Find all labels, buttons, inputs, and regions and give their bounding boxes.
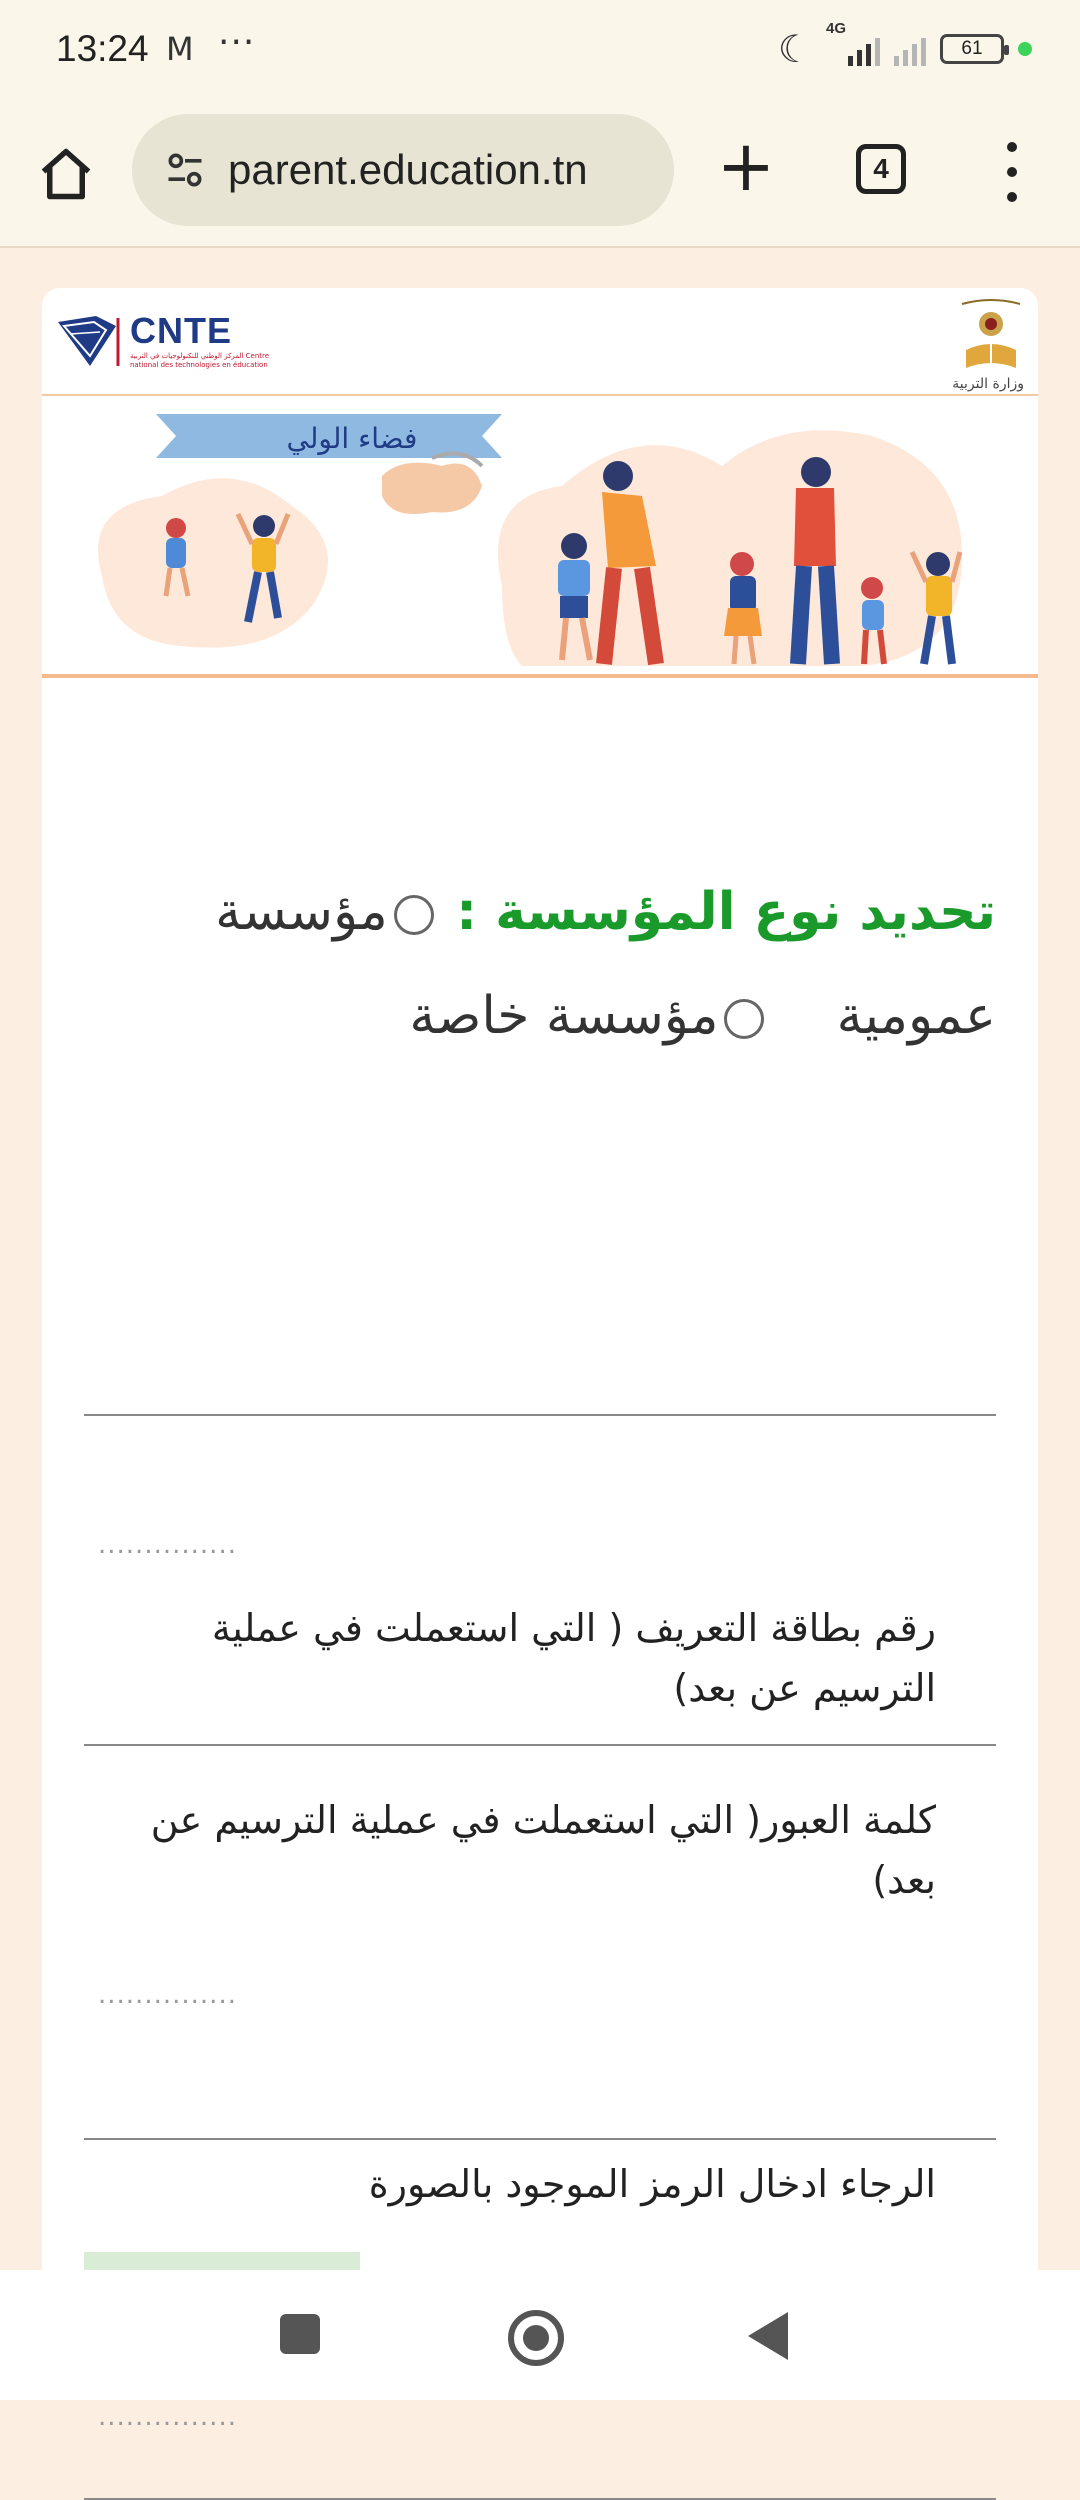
overflow-menu-button[interactable] (992, 142, 1032, 202)
signal-4g-icon (826, 20, 880, 66)
more-notifications-icon: ··· (218, 22, 256, 63)
ministry-name: وزارة التربية (952, 376, 1024, 392)
divider (84, 1744, 996, 1746)
menu-dot-icon (1007, 142, 1017, 152)
divider (84, 2138, 996, 2140)
page-card (42, 288, 1038, 2432)
cnte-title: CNTE (130, 310, 232, 351)
new-tab-button[interactable]: + (716, 125, 776, 207)
browser-toolbar (0, 100, 1080, 248)
signal-sim2-icon (894, 32, 926, 66)
id-number-input[interactable]: ............... (98, 1530, 237, 1560)
back-button[interactable] (748, 2312, 788, 2360)
menu-dot-icon (1007, 192, 1017, 202)
page-header (42, 288, 1038, 396)
site-settings-icon[interactable] (160, 145, 210, 195)
battery-level: 61 (961, 38, 983, 59)
login-form (84, 860, 996, 2432)
recents-button[interactable] (280, 2314, 320, 2354)
cnte-subtitle: المركز الوطني للتكنولوجيات في التربية Centre national des technologies en éducation (130, 352, 270, 369)
status-bar (0, 0, 1080, 100)
address-bar[interactable] (132, 114, 674, 226)
network-type-label: 4G (826, 20, 847, 37)
id-number-label: رقم بطاقة التعريف ( التي استعملت في عملية الترسيم عن بعد) (211, 1606, 936, 1710)
captcha-label: الرجاء ادخال الرمز الموجود بالصورة (368, 2162, 936, 2206)
status-icons (777, 20, 1032, 72)
divider (84, 1414, 996, 1416)
home-nav-button[interactable] (508, 2310, 564, 2366)
radio-private[interactable] (724, 999, 764, 1039)
cnte-logo[interactable] (56, 310, 290, 370)
url-text[interactable]: parent.education.tn (228, 146, 588, 193)
family-illustration (42, 396, 1038, 676)
tab-switcher-button[interactable]: 4 (856, 144, 906, 194)
menu-dot-icon (1007, 167, 1017, 177)
battery-icon (940, 34, 1004, 64)
password-label: كلمة العبور( التي استعملت في عملية الترسيم عن بعد) (150, 1798, 936, 1902)
institution-type-row (84, 860, 996, 1068)
status-time: 13:24 (56, 28, 149, 69)
option-private-label[interactable]: مؤسسة خاصة (409, 986, 719, 1046)
institution-type-label: تحديد نوع المؤسسة : (456, 882, 996, 942)
do-not-disturb-icon: ☾ (777, 27, 812, 71)
password-input[interactable]: ............... (98, 1980, 237, 2010)
home-icon (36, 144, 96, 204)
home-button[interactable] (28, 136, 104, 212)
home-circle-icon (523, 2325, 549, 2351)
captcha-input[interactable]: ............... (98, 2402, 237, 2432)
option-public-label[interactable]: مؤسسة عمومية (215, 882, 996, 1046)
gmail-icon: M (166, 30, 194, 68)
banner-title: فضاء الولي (286, 422, 418, 455)
system-navigation-bar (0, 2270, 1080, 2400)
hero-banner (42, 396, 1038, 678)
privacy-indicator-dot (1018, 42, 1032, 56)
radio-public[interactable] (394, 895, 434, 935)
cnte-globe-icon (56, 312, 120, 368)
